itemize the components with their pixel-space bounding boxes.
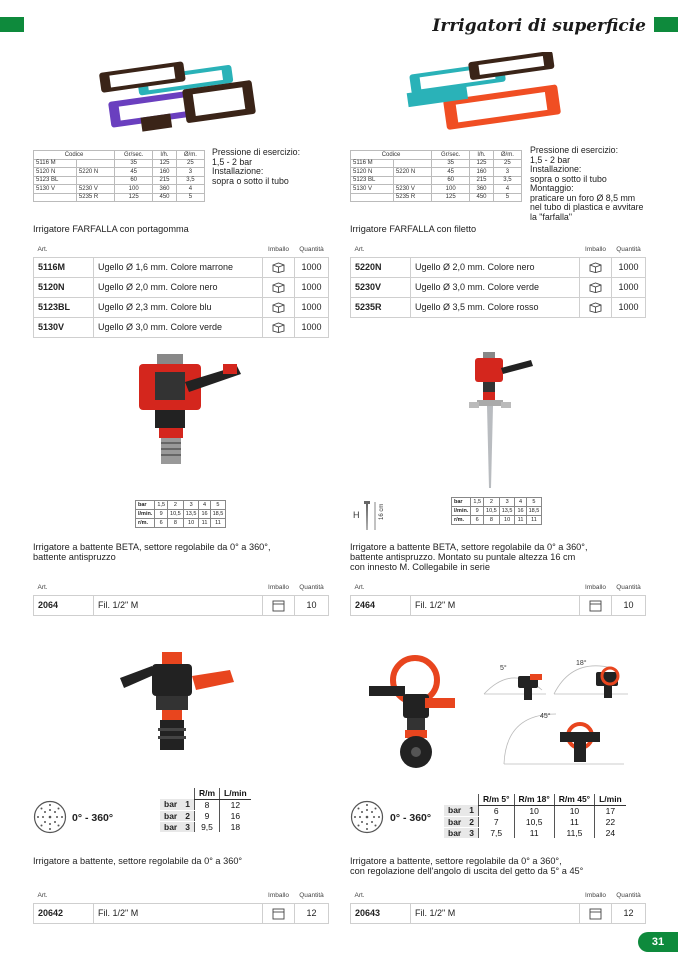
angle-label-5: 5°: [500, 665, 507, 672]
range-label-left: 0° - 360°: [72, 812, 114, 824]
butterfly-threaded-image: [403, 52, 573, 142]
box-icon: [272, 302, 285, 313]
table-row: 5116M Ugello Ø 1,6 mm. Colore marrone 1000: [34, 257, 329, 277]
product-title-beta-stake: Irrigatore a battente BETA, settore regolabile da 0° a 360°, battente antispruzzo. Montato su puntale altezza 16 cm con innesto M. Collegabile in serie: [350, 542, 588, 572]
table-row: 2464 Fil. 1/2" M 10: [351, 595, 646, 615]
table-row: 20642 Fil. 1/2" M 12: [34, 903, 329, 923]
page-number: 31: [638, 932, 678, 952]
stake-h-label: H: [353, 510, 360, 520]
table-row: 5130V Ugello Ø 3,0 mm. Colore verde 1000: [34, 317, 329, 337]
beta-sprinkler-image: [125, 352, 245, 472]
table-row: 20643 Fil. 1/2" M 12: [351, 903, 646, 923]
table-row: 5120N Ugello Ø 2,0 mm. Colore nero 1000: [34, 277, 329, 297]
table-row: 5230V Ugello Ø 3,0 mm. Colore verde 1000: [351, 277, 646, 297]
angle-diagram-18: [552, 656, 632, 702]
beta-table-right: bar 1,5 2 3 4 5 l/min. 9 10,5 13,5 16 18,5 r/m. 6 8 10 11 11: [451, 497, 542, 525]
carton-icon: [272, 908, 285, 919]
sprinkler-coverage-icon: [350, 800, 384, 834]
box-icon: [589, 302, 602, 313]
box-icon: [272, 262, 285, 273]
product-title-farfalla-filetto: Irrigatore FARFALLA con filetto: [350, 224, 477, 234]
box-icon: [272, 282, 285, 293]
butterfly-sprinklers-image: [98, 52, 263, 142]
product-title-impact-angle: Irrigatore a battente, settore regolabile da 0° a 360°, con regolazione dell'angolo di uscita del getto da 5° a 45°: [350, 856, 584, 876]
stake-height-diagram: [351, 498, 391, 532]
product-table-beta-stake: Art. Imballo Quantità 2464 Fil. 1/2" M 10: [350, 580, 646, 616]
page-title: Irrigatori di superficie: [432, 16, 646, 36]
angle-diagram-45: [500, 708, 630, 770]
range-label-right: 0° - 360°: [390, 812, 432, 824]
product-title-farfalla-portagomma: Irrigatore FARFALLA con portagomma: [33, 224, 189, 234]
angle-label-18: 18°: [576, 660, 587, 667]
carton-icon: [589, 600, 602, 611]
box-icon: [589, 282, 602, 293]
product-title-beta: Irrigatore a battente BETA, settore regolabile da 0° a 360°, battente antispruzzo: [33, 542, 271, 562]
impact-sprinkler-image: [112, 648, 242, 763]
pressure-note-left: Pressione di esercizio: 1,5 - 2 bar Installazione: sopra o sotto il tubo: [212, 147, 301, 186]
stake-cm-label: 16 cm: [379, 503, 385, 520]
product-table-farfalla-portagomma: Art. Imballo Quantità 5116M Ugello Ø 1,6 mm. Colore marrone 1000 5120N Ugello Ø 2,0 mm. Colore nero 1000 5123BL Ugello Ø 2,3 mm. Colore blu 1000 5130V Ugello Ø 3,0 mm. Colore verde 1000: [33, 242, 329, 338]
product-table-impact-angle: Art. Imballo Quantità 20643 Fil. 1/2" M 12: [350, 888, 646, 924]
beta-table-left: bar 1,5 2 3 4 5 l/min. 9 10,5 13,5 16 18,5 r/m. 6 8 10 11 11: [135, 500, 226, 528]
carton-icon: [589, 908, 602, 919]
product-table-beta: Art. Imballo Quantità 2064 Fil. 1/2" M 10: [33, 580, 329, 616]
beta-stake-sprinkler-image: [465, 350, 535, 492]
pressure-note-right: Pressione di esercizio: 1,5 - 2 bar Installazione: sopra o sotto il tubo Montaggio: praticare un foro Ø 8,5 mm nel tubo di plastica e avvitare la "farfalla": [530, 145, 644, 222]
carton-icon: [272, 600, 285, 611]
performance-table-left: R/m L/min bar 1 8 12 bar 2 9 16 bar 3 9,5 18: [160, 788, 251, 833]
product-table-impact: Art. Imballo Quantità 20642 Fil. 1/2" M 12: [33, 888, 329, 924]
spec-table-left: Codice Gr/sec. l/h. Ø/m. 5116 M 35 125 25 5120 N 5220 N 45 160 3 5123 BL 60 215 3,5 5130 V 5230 V 100 360 4 5235 R 125 450 5: [33, 150, 205, 202]
header-left-bar: [0, 17, 24, 32]
table-row: 5235R Ugello Ø 3,5 mm. Colore rosso 1000: [351, 297, 646, 317]
angle-label-45: 45°: [540, 713, 551, 720]
angle-diagram-5: [482, 660, 550, 702]
header-right-bar: [654, 17, 678, 32]
performance-table-right: R/m 5° R/m 18° R/m 45° L/min bar 1 6 10 10 17 bar 2 7 10,5 11 22 bar 3 7,5 11 11,5 24: [444, 794, 626, 839]
sprinkler-coverage-icon: [33, 800, 67, 834]
table-row: 5123BL Ugello Ø 2,3 mm. Colore blu 1000: [34, 297, 329, 317]
adjustable-angle-sprinkler-image: [365, 648, 470, 773]
box-icon: [589, 262, 602, 273]
product-table-farfalla-filetto: Art. Imballo Quantità 5220N Ugello Ø 2,0 mm. Colore nero 1000 5230V Ugello Ø 3,0 mm. Colore verde 1000 5235R Ugello Ø 3,5 mm. Colore rosso 1000: [350, 242, 646, 318]
box-icon: [272, 322, 285, 333]
product-title-impact: Irrigatore a battente, settore regolabile da 0° a 360°: [33, 856, 243, 866]
table-row: 5220N Ugello Ø 2,0 mm. Colore nero 1000: [351, 257, 646, 277]
spec-table-right: Codice Gr/sec. l/h. Ø/m. 5116 M 35 125 25 5120 N 5220 N 45 160 3 5123 BL 60 215 3,5 5130 V 5230 V 100 360 4 5235 R 125 450 5: [350, 150, 522, 202]
table-row: 2064 Fil. 1/2" M 10: [34, 595, 329, 615]
